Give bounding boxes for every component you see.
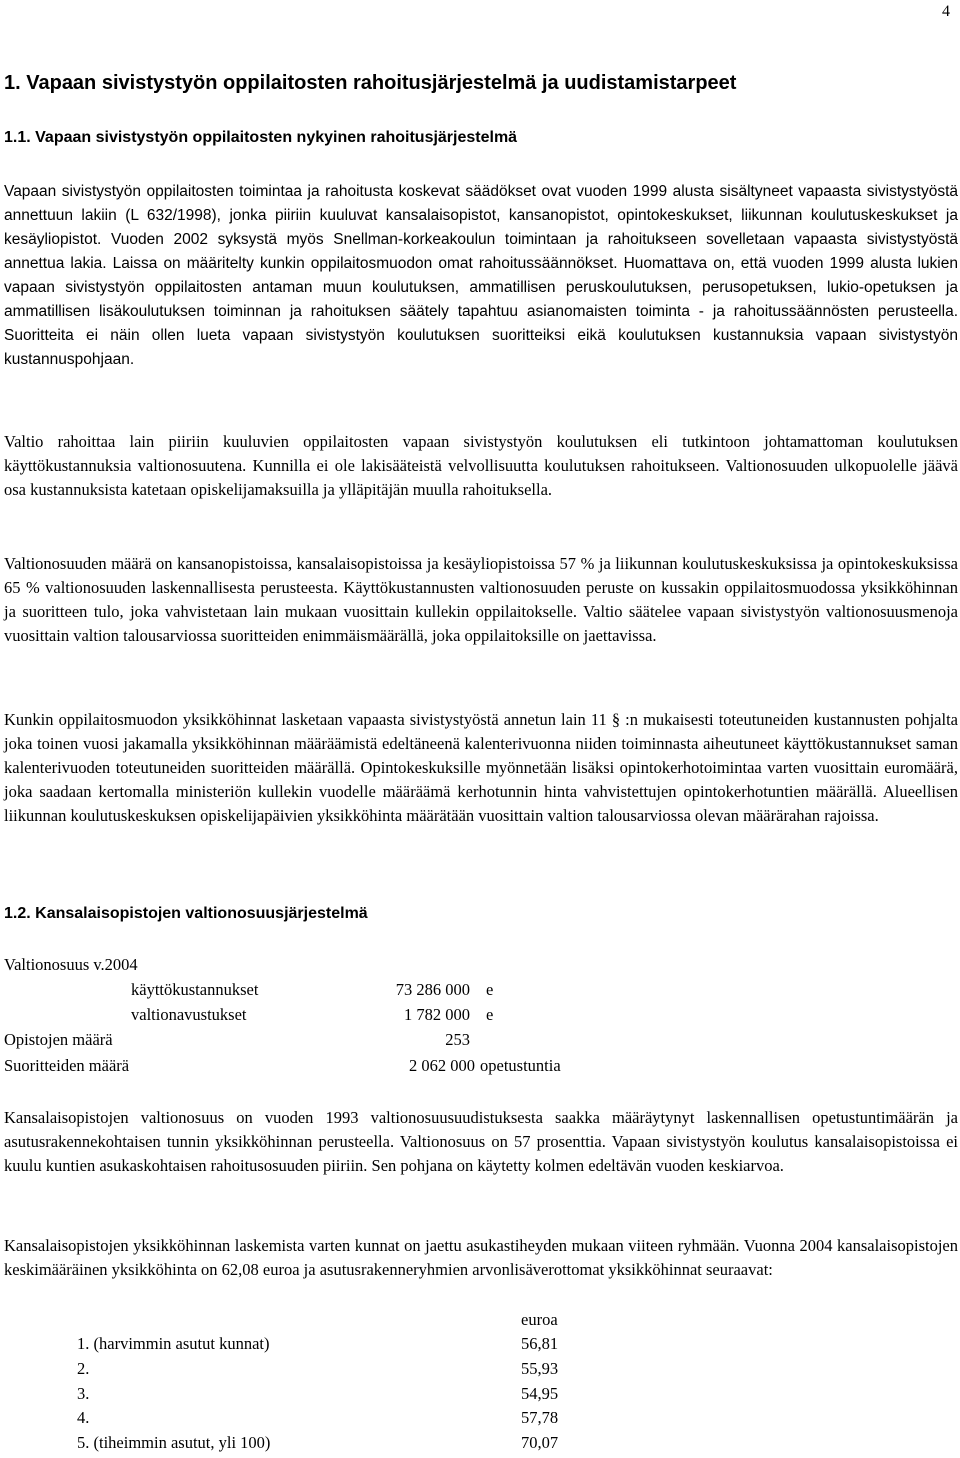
suoritteiden-maara-row — [0, 1056, 700, 1080]
valtionavustukset-value: 1 782 000 — [404, 1005, 470, 1024]
paragraph-2: Valtio rahoittaa lain piiriin kuuluvien oppilaitosten vapaan sivistystyön koulutuksen eli tutkintoon johtamattoman koulutuksen käyttökustannuksia valtionosuutena. Kunnilla ei ole lakisääteistä velvollisuutta koulutuksen rahoitukseen. Valtionosuuden ulkopuolelle jäävä osa kustannuksista katetaan opiskelijamaksuilla ja ylläpitäjän muulla rahoituksella. — [4, 432, 958, 499]
unit-price-row — [0, 1384, 700, 1408]
opistojen-maara-value: 253 — [445, 1030, 470, 1049]
unit-price-row — [0, 1334, 700, 1358]
paragraph-3: Valtionosuuden määrä on kansanopistoissa, kansalaisopistoissa ja kesäyliopistoissa 57 % ja liikunnan koulutuskeskuksissa ja opintokeskuksissa 65 % valtionosuuden laskennallisesta perusteesta. Käyttökustannusten valtionosuuden peruste on kussakin oppilaitosmuodossa yksikköhinnan ja suoritteen tulo, joka vahvistetaan lain mukaan vuosittain kullekin oppilaitokselle. Valtio säätelee vapaan sivistystyön valtionosuusmenoja vuosittain valtion talousarviossa suoritteiden enimmäismäärällä, joka oppilaitoksille on jaettavissa. — [4, 554, 958, 645]
unit-price-row — [0, 1408, 700, 1432]
unit-price-value: 70,07 — [521, 1433, 559, 1452]
paragraph-5: Kansalaisopistojen valtionosuus on vuoden 1993 valtionosuusuudistuksesta saakka määräytynyt laskennallisen opetustuntimäärän ja asutusrakennekohtaisen tunnin yksikköhinnan perusteella. Valtionosuus on 57 prosenttia. Vapaan sivistystyön koulutus kansalaisopistoissa ei kuulu kuntien asukaskohtaisen rahoitusosuuden piiriin. Sen pohjana on käytetty kolmen edeltävän vuoden keskiarvoa. — [4, 1108, 958, 1175]
suoritteiden-maara-label: Suoritteiden määrä — [4, 1056, 130, 1075]
kayttokustannukset-label: käyttökustannukset — [131, 980, 259, 999]
heading-1: 1. Vapaan sivistystyön oppilaitosten rahoitusjärjestelmä ja uudistamistarpeet — [4, 72, 737, 94]
valtionavustukset-label: valtionavustukset — [131, 1005, 247, 1024]
kayttokustannukset-unit: e — [486, 980, 494, 999]
valtionavustukset-unit: e — [486, 1005, 494, 1024]
unit-price-value: 57,78 — [521, 1408, 559, 1427]
unit-price-label: 2. — [77, 1359, 90, 1378]
unit-price-label: 5. (tiheimmin asutut, yli 100) — [77, 1433, 271, 1452]
paragraph-6: Kansalaisopistojen yksikköhinnan laskemista varten kunnat on jaettu asukastiheyden mukaan viiteen ryhmään. Vuonna 2004 kansalaisopistojen keskimääräinen yksikköhinta on 62,08 euroa ja asutusrakenneryhmien arvonlisäverottomat yksikköhinnat seuraavat: — [4, 1236, 958, 1279]
page-number: 4 — [942, 3, 950, 20]
unit-price-value: 55,93 — [521, 1359, 559, 1378]
unit-price-row — [0, 1433, 700, 1457]
unit-price-label: 1. (harvimmin asutut kunnat) — [77, 1334, 270, 1353]
unit-price-header: euroa — [521, 1310, 558, 1329]
unit-price-value: 56,81 — [521, 1334, 559, 1353]
valtionavustukset-row — [0, 1005, 700, 1029]
suoritteiden-maara-value: 2 062 000 — [409, 1056, 475, 1075]
unit-price-row — [0, 1359, 700, 1383]
unit-price-label: 3. — [77, 1384, 90, 1403]
heading-1-2: 1.2. Kansalaisopistojen valtionosuusjärjestelmä — [4, 905, 368, 922]
unit-price-header-row — [0, 1310, 700, 1334]
valtionosuus-title-row — [0, 955, 700, 979]
suoritteiden-maara-unit: opetustuntia — [480, 1056, 561, 1075]
paragraph-1: Vapaan sivistystyön oppilaitosten toimintaa ja rahoitusta koskevat säädökset ovat vuoden 1999 alusta sisältyneet vapaasta sivistystyöstä annettuun lakiin (L 632/1998), jonka piiriin kuuluvat kansalaisopistot, kansanopistot, opintokeskukset, liikunnan koulutuskeskukset ja kesäyliopistot. Vuoden 2002 syksystä myös Snellman-korkeakoulun toimintaan ja rahoitukseen sovelletaan vapaasta sivistystyöstä annettua lakia. Laissa on määritelty kunkin oppilaitosmuodon omat rahoitussäännökset. Huomattava on, että vuoden 1999 alusta lukien vapaan sivistystyön oppilaitosten antaman muun koulutuksen, ammatillisen peruskoulutuksen, perusopetuksen, lukio-opetuksen ja ammatillisen lisäkoulutuksen toiminnan ja rahoituksen säätely tapahtuu asianomaisten toiminta - ja rahoitussäännösten perusteella. Suoritteita ei näin ollen lueta vapaan sivistystyön koulutuksen suoritteiksi eikä koulutuksen kustannuksia vapaan sivistystyön kustannuspohjaan. — [4, 183, 958, 368]
opistojen-maara-label: Opistojen määrä — [4, 1030, 113, 1049]
kayttokustannukset-row — [0, 980, 700, 1004]
opistojen-maara-row — [0, 1030, 700, 1054]
heading-1-1: 1.1. Vapaan sivistystyön oppilaitosten nykyinen rahoitusjärjestelmä — [4, 129, 518, 146]
unit-price-label: 4. — [77, 1408, 90, 1427]
valtionosuus-title: Valtionosuus v.2004 — [4, 955, 138, 974]
kayttokustannukset-value: 73 286 000 — [395, 980, 470, 999]
paragraph-4: Kunkin oppilaitosmuodon yksikköhinnat lasketaan vapaasta sivistystyöstä annetun lain 11 § :n mukaisesti toteutuneiden kustannusten pohjalta joka toinen vuosi jakamalla yksikköhinnan määräämistä edeltäneenä kalenterivuonna niiden toiminnasta aiheutuneet käyttökustannukset saman kalenterivuoden toteutuneiden suoritteiden määrällä. Opintokeskuksille myönnetään lisäksi opintokerhotoimintaa varten vuosittain euromäärä, joka saadaan kertomalla ministeriön kullekin vuodelle määräämä kerhotunnin hinta vahvistettujen opintokerhotuntien määrällä. Alueellisen liikunnan koulutuskeskuksen opiskelijapäivien yksikköhinta määrätään vuosittain valtion talousarviossa olevan määrärahan rajoissa. — [4, 710, 958, 825]
unit-price-value: 54,95 — [521, 1384, 559, 1403]
